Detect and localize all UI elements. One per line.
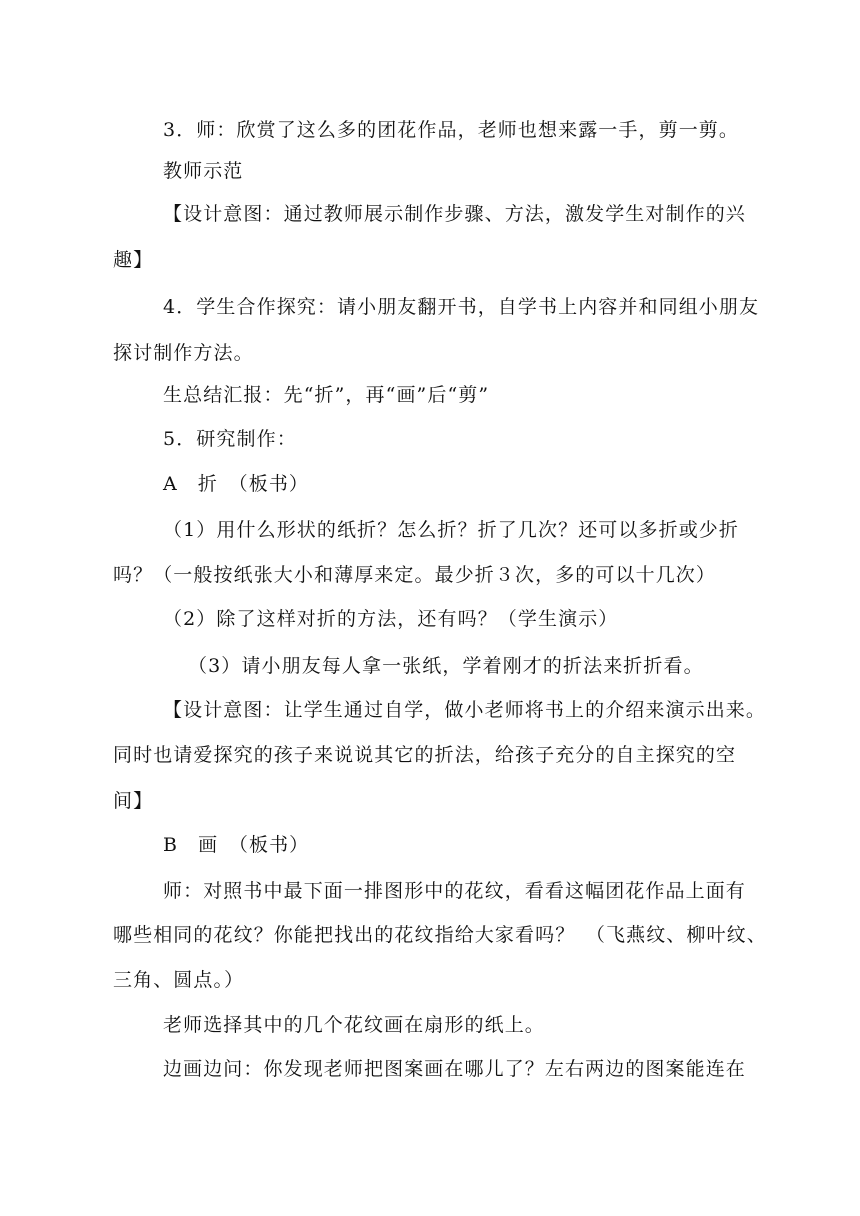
text-line: （3）请小朋友每人拿一张纸，学着刚才的折法来折折看。 xyxy=(188,655,704,677)
design-intent-line: 【设计意图：通过教师展示制作步骤、方法，激发学生对制作的兴 xyxy=(163,203,746,225)
subsection-heading: B 画 （板书） xyxy=(163,834,310,856)
design-intent-line: 同时也请爱探究的孩子来说说其它的折法，给孩子充分的自主探究的空 xyxy=(113,744,737,766)
text-line: 吗？（一般按纸张大小和薄厚来定。最少折３次，多的可以十几次） xyxy=(113,564,717,586)
text-line: 4．学生合作探究：请小朋友翻开书，自学书上内容并和同组小朋友 xyxy=(163,296,760,318)
text-line: 老师选择其中的几个花纹画在扇形的纸上。 xyxy=(163,1014,545,1036)
text-line: （2）除了这样对折的方法，还有吗？（学生演示） xyxy=(163,608,619,630)
text-line: 教师示范 xyxy=(163,160,244,182)
design-intent-line: 间】 xyxy=(113,790,154,812)
text-line: 探讨制作方法。 xyxy=(113,342,254,364)
text-line: （1）用什么形状的纸折？怎么折？折了几次？还可以多折或少折 xyxy=(163,519,739,541)
text-line: 边画边问：你发现老师把图案画在哪儿了？左右两边的图案能连在 xyxy=(163,1058,746,1080)
section-heading: 5．研究制作： xyxy=(163,428,297,450)
text-line: 3．师：欣赏了这么多的团花作品，老师也想来露一手，剪一剪。 xyxy=(163,119,739,141)
design-intent-line: 趣】 xyxy=(113,249,154,271)
text-line: 生总结汇报：先“折”，再“画”后“剪” xyxy=(163,384,490,406)
design-intent-line: 【设计意图：让学生通过自学，做小老师将书上的介绍来演示出来。 xyxy=(163,699,767,721)
text-line: 哪些相同的花纹？你能把找出的花纹指给大家看吗？ （飞燕纹、柳叶纹、 xyxy=(113,924,767,946)
text-line: 师：对照书中最下面一排图形中的花纹，看看这幅团花作品上面有 xyxy=(163,880,746,902)
subsection-heading: A 折 （板书） xyxy=(163,473,310,495)
text-line: 三角、圆点。） xyxy=(113,969,245,991)
